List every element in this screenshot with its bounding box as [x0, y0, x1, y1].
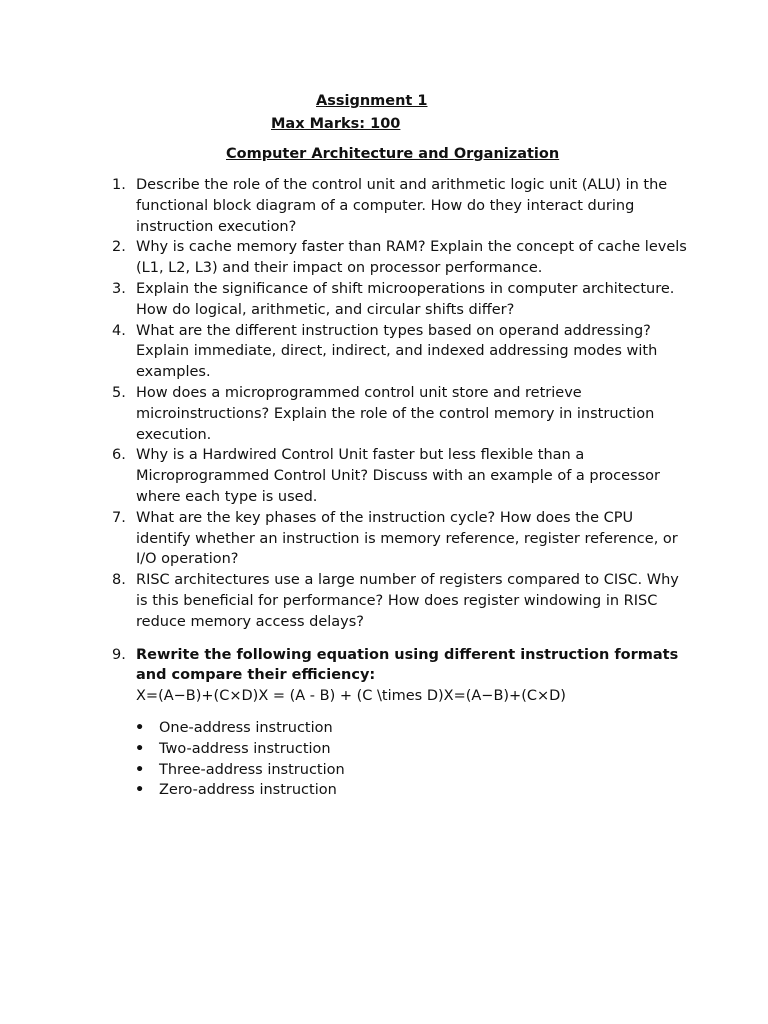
question-number: 9.: [112, 646, 126, 663]
list-item-text: One-address instruction: [159, 719, 333, 736]
question-item: [112, 237, 692, 279]
question-item: [112, 383, 692, 445]
equation: X=(A−B)+(C×D)X = (A - B) + (C \times D)X=(A−B)+(C×D): [136, 688, 566, 705]
question-number: 2.: [112, 239, 126, 256]
bullet-icon: •: [135, 782, 145, 799]
question-number: 3.: [112, 280, 126, 297]
course-title: Computer Architecture and Organization: [226, 146, 560, 162]
question-text: What are the key phases of the instruction cycle? How does the CPU identify whether an instruction is memory reference, register reference, or I/O operation?: [136, 509, 678, 568]
question-text: Why is cache memory faster than RAM? Explain the concept of cache levels (L1, L2, L3) and their impact on processor performance.: [136, 239, 687, 277]
assignment-title: Assignment 1: [316, 93, 428, 109]
question-text: What are the different instruction types based on operand addressing? Explain immediate, direct, indirect, and indexed addressing modes with examples.: [136, 322, 658, 381]
question-number: 1.: [112, 177, 126, 193]
list-item-text: Three-address instruction: [159, 761, 345, 778]
question-number: 7.: [112, 509, 126, 526]
list-item: [136, 739, 692, 760]
question-text: Describe the role of the control unit and arithmetic logic unit (ALU) in the functional block diagram of a computer. How do they interact during instruction execution?: [136, 177, 668, 235]
question-text: RISC architectures use a large number of registers compared to CISC. Why is this beneficial for performance? How does register windowing in RISC reduce memory access delays?: [136, 572, 679, 630]
question-number: 6.: [112, 447, 126, 464]
question-item: [112, 321, 692, 383]
list-item: [136, 780, 692, 801]
list-item-text: Two-address instruction: [159, 740, 331, 757]
question-item: [112, 508, 692, 570]
list-item: [136, 760, 692, 781]
question-text: Why is a Hardwired Control Unit faster but less flexible than a Microprogrammed Control Unit? Discuss with an example of a processor where each type is used.: [136, 447, 660, 505]
question-list: [112, 175, 692, 801]
bullet-icon: •: [135, 719, 145, 736]
list-item-text: Zero-address instruction: [159, 782, 337, 799]
max-marks: Max Marks: 100: [271, 116, 401, 132]
instruction-format-list: [112, 718, 692, 801]
bullet-icon: •: [135, 761, 145, 778]
list-item: [136, 718, 692, 739]
question-item: [112, 175, 692, 237]
question-item: [112, 570, 692, 632]
question-number: 4.: [112, 322, 126, 339]
bullet-icon: •: [135, 740, 145, 757]
question-text: How does a microprogrammed control unit store and retrieve microinstructions? Explain the role of the control memory in instruction execution.: [136, 384, 655, 443]
question-item: [112, 445, 692, 507]
question-item-9: [112, 645, 692, 707]
question-text: Explain the significance of shift microoperations in computer architecture. How do logical, arithmetic, and circular shifts differ?: [136, 280, 675, 318]
question-number: 5.: [112, 384, 126, 401]
question-number: 8.: [112, 572, 126, 589]
question-text: Rewrite the following equation using different instruction formats and compare their efficiency:: [136, 646, 679, 684]
question-item: [112, 279, 692, 321]
